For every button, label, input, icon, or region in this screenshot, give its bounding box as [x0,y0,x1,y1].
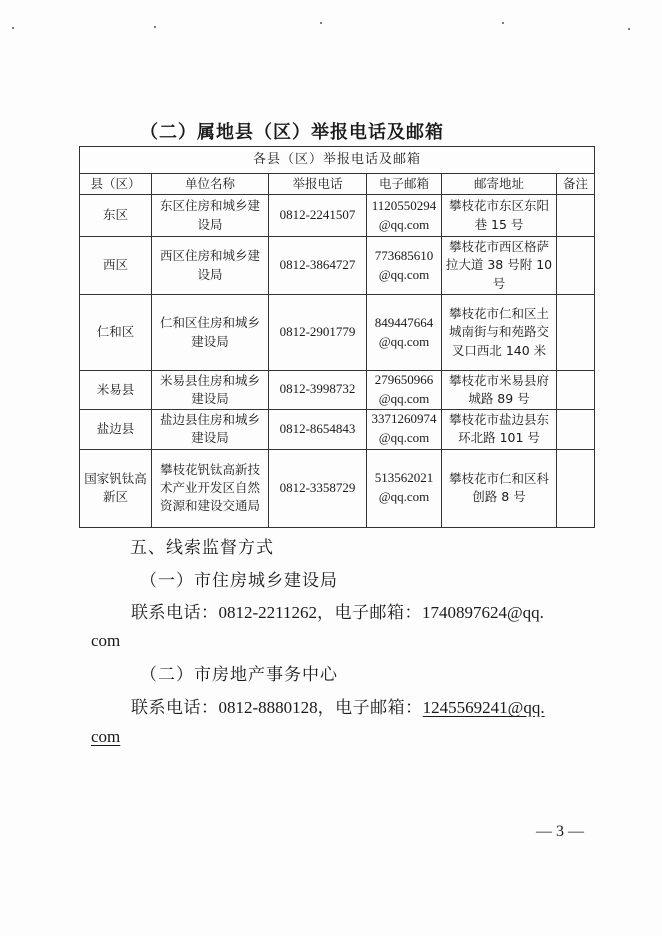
county-cell: 米易县 [80,371,152,410]
unit-cell: 西区住房和城乡建设局 [152,237,269,295]
email-label: 电子邮箱： [334,603,423,623]
address-cell: 攀枝花市米易县府城路 89 号 [442,371,557,410]
scan-dot [154,26,156,28]
unit-cell: 仁和区住房和城乡建设局 [152,295,269,371]
phone-label: 联系电话： [131,603,219,623]
scan-dot [12,27,14,29]
county-cell: 盐边县 [80,409,152,449]
address-cell: 攀枝花市仁和区土城南街与和苑路交叉口西北 140 米 [442,295,557,371]
separator: ， [317,603,335,623]
table-caption-row [80,147,595,174]
county-cell: 国家钒钛高新区 [80,449,152,527]
email-cell: 1120550294@qq.com [367,195,442,237]
address-cell: 攀枝花市盐边县东环北路 101 号 [442,409,557,449]
column-header-address: 邮寄地址 [442,174,557,195]
phone-number: 0812-2211262 [218,603,318,622]
report-contact-table [79,146,595,528]
unit-cell: 攀枝花钒钛高新技术产业开发区自然资源和建设交通局 [152,449,269,527]
note-cell [557,449,595,527]
phone-cell: 0812-3864727 [269,237,367,295]
subsection-1-title: （一）市住房城乡建设局 [140,571,338,591]
column-header-note: 备注 [557,174,595,195]
note-cell [557,295,595,371]
email-link[interactable]: 1245569241@qq. [422,698,545,717]
column-header-county: 县（区） [80,174,152,195]
email-continuation: com [91,631,121,650]
note-cell [557,371,595,410]
scan-dot [502,22,504,24]
county-cell: 仁和区 [80,295,152,371]
email-cell: 849447664@qq.com [367,295,442,371]
email-cell: 773685610@qq.com [367,237,442,295]
section-heading: （二）属地县（区）举报电话及邮箱 [140,122,444,143]
county-cell: 西区 [80,237,152,295]
table-row [80,295,595,371]
phone-cell: 0812-8654843 [269,409,367,449]
phone-label: 联系电话： [131,698,219,718]
table-row [80,371,595,410]
phone-cell: 0812-2241507 [269,195,367,237]
table-header-row [80,174,595,195]
address-cell: 攀枝花市东区东阳巷 15 号 [442,195,557,237]
scan-dot [628,28,630,30]
email-link-continuation[interactable]: com [91,727,121,746]
table-row [80,195,595,237]
phone-number: 0812-8880128 [218,698,318,717]
table-caption: 各县（区）举报电话及邮箱 [80,147,595,174]
subsection-2-title: （二）市房地产事务中心 [140,665,338,685]
contact-line-2 [131,693,545,718]
section-five-title: 五、线索监督方式 [130,538,274,558]
phone-cell: 0812-3358729 [269,449,367,527]
email-cell: 3371260974@qq.com [367,409,442,449]
unit-cell: 盐边县住房和城乡建设局 [152,409,269,449]
column-header-phone: 举报电话 [269,174,367,195]
table-row [80,449,595,527]
column-header-unit: 单位名称 [152,174,269,195]
unit-cell: 米易县住房和城乡建设局 [152,371,269,410]
email-address: 1740897624@qq. [422,603,544,622]
phone-cell: 0812-3998732 [269,371,367,410]
scan-dot [320,22,322,24]
county-cell: 东区 [80,195,152,237]
email-cell: 513562021@qq.com [367,449,442,527]
address-cell: 攀枝花市西区格萨拉大道 38 号附 10 号 [442,237,557,295]
email-label: 电子邮箱： [335,698,423,718]
table-row [80,409,595,449]
note-cell [557,195,595,237]
note-cell [557,409,595,449]
address-cell: 攀枝花市仁和区科创路 8 号 [442,449,557,527]
email-cell: 279650966@qq.com [367,371,442,410]
separator: ， [317,698,336,718]
page-number: — 3 — [536,823,584,840]
column-header-email: 电子邮箱 [367,174,442,195]
note-cell [557,237,595,295]
table-row [80,237,595,295]
unit-cell: 东区住房和城乡建设局 [152,195,269,237]
phone-cell: 0812-2901779 [269,295,367,371]
contact-line-1 [131,598,544,623]
